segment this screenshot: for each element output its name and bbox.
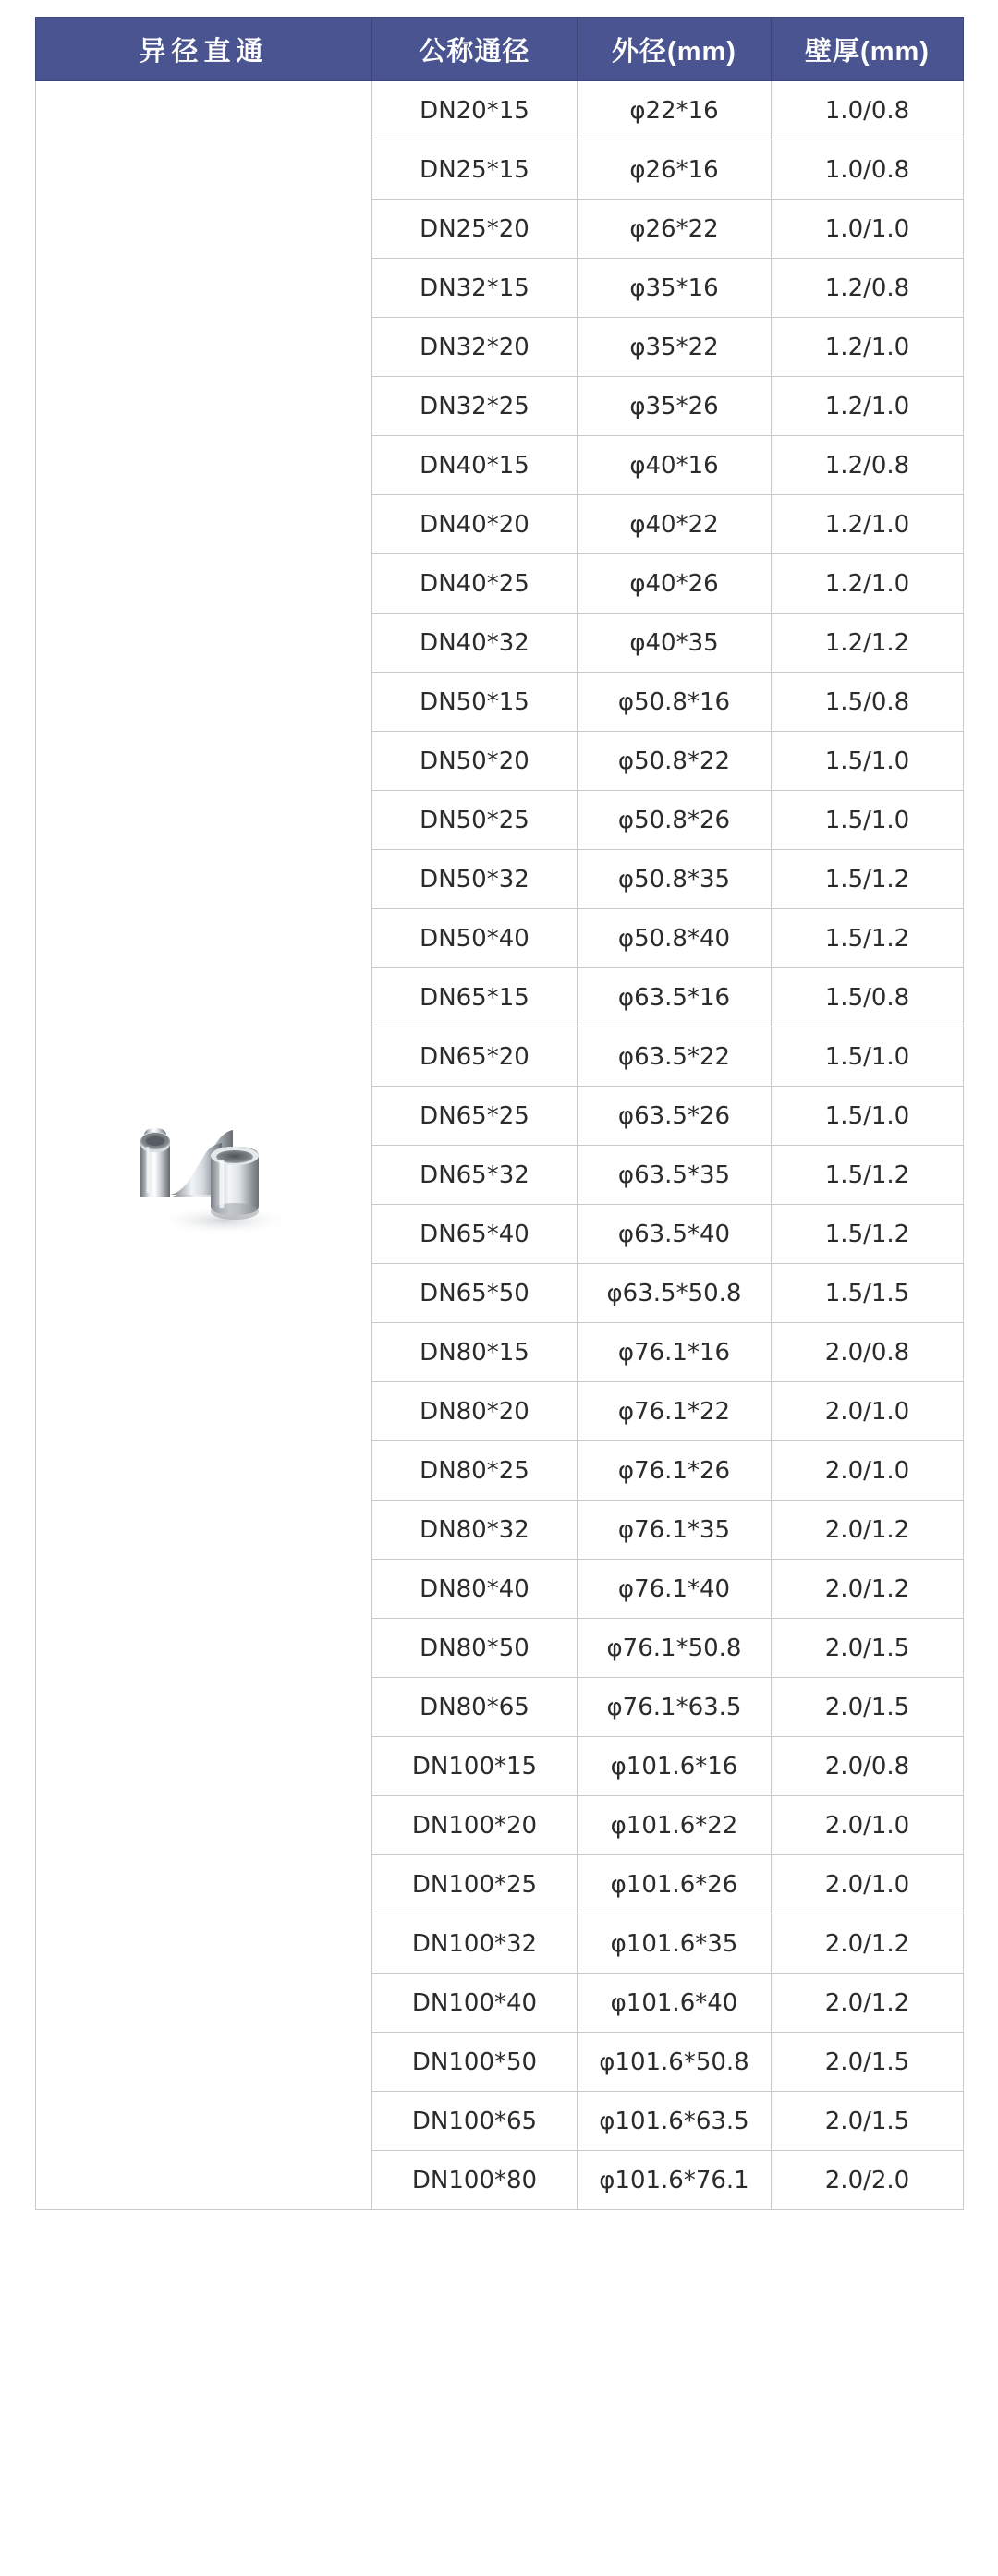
cell-nominal-diameter: DN100*50 bbox=[372, 2033, 578, 2092]
table-header bbox=[36, 18, 964, 81]
cell-outer-diameter: φ35*22 bbox=[578, 318, 772, 377]
table-row bbox=[36, 81, 964, 140]
cell-outer-diameter: φ22*16 bbox=[578, 81, 772, 140]
cell-nominal-diameter: DN50*15 bbox=[372, 673, 578, 732]
cell-wall-thickness: 1.5/1.2 bbox=[772, 850, 964, 909]
cell-nominal-diameter: DN40*32 bbox=[372, 614, 578, 673]
cell-nominal-diameter: DN80*50 bbox=[372, 1619, 578, 1678]
cell-nominal-diameter: DN25*15 bbox=[372, 140, 578, 200]
cell-nominal-diameter: DN80*40 bbox=[372, 1560, 578, 1619]
cell-wall-thickness: 2.0/1.0 bbox=[772, 1855, 964, 1914]
cell-wall-thickness: 1.5/1.0 bbox=[772, 1027, 964, 1087]
cell-nominal-diameter: DN65*32 bbox=[372, 1146, 578, 1205]
cell-outer-diameter: φ76.1*40 bbox=[578, 1560, 772, 1619]
cell-wall-thickness: 1.5/1.5 bbox=[772, 1264, 964, 1323]
cell-wall-thickness: 2.0/1.5 bbox=[772, 1619, 964, 1678]
column-header-nominal-diameter: 公称通径 bbox=[372, 18, 578, 81]
cell-outer-diameter: φ63.5*40 bbox=[578, 1205, 772, 1264]
cell-outer-diameter: φ76.1*35 bbox=[578, 1501, 772, 1560]
cell-nominal-diameter: DN80*15 bbox=[372, 1323, 578, 1382]
cell-outer-diameter: φ101.6*63.5 bbox=[578, 2092, 772, 2151]
cell-outer-diameter: φ50.8*22 bbox=[578, 732, 772, 791]
cell-outer-diameter: φ101.6*35 bbox=[578, 1914, 772, 1974]
cell-wall-thickness: 2.0/1.5 bbox=[772, 1678, 964, 1737]
cell-nominal-diameter: DN32*25 bbox=[372, 377, 578, 436]
cell-outer-diameter: φ76.1*50.8 bbox=[578, 1619, 772, 1678]
cell-outer-diameter: φ76.1*63.5 bbox=[578, 1678, 772, 1737]
column-header-wall-thickness: 壁厚(mm) bbox=[772, 18, 964, 81]
cell-nominal-diameter: DN32*15 bbox=[372, 259, 578, 318]
cell-outer-diameter: φ101.6*22 bbox=[578, 1796, 772, 1855]
column-header-product: 异径直通 bbox=[36, 18, 372, 81]
cell-nominal-diameter: DN32*20 bbox=[372, 318, 578, 377]
cell-wall-thickness: 1.2/1.0 bbox=[772, 495, 964, 554]
cell-nominal-diameter: DN100*32 bbox=[372, 1914, 578, 1974]
cell-wall-thickness: 1.5/0.8 bbox=[772, 673, 964, 732]
cell-outer-diameter: φ26*22 bbox=[578, 200, 772, 259]
cell-outer-diameter: φ76.1*26 bbox=[578, 1441, 772, 1501]
cell-wall-thickness: 2.0/0.8 bbox=[772, 1737, 964, 1796]
cell-wall-thickness: 1.2/1.0 bbox=[772, 377, 964, 436]
cell-wall-thickness: 2.0/1.5 bbox=[772, 2092, 964, 2151]
cell-outer-diameter: φ40*16 bbox=[578, 436, 772, 495]
cell-wall-thickness: 2.0/0.8 bbox=[772, 1323, 964, 1382]
cell-nominal-diameter: DN100*15 bbox=[372, 1737, 578, 1796]
cell-outer-diameter: φ76.1*22 bbox=[578, 1382, 772, 1441]
product-image-cell bbox=[36, 81, 372, 2210]
cell-outer-diameter: φ40*35 bbox=[578, 614, 772, 673]
cell-wall-thickness: 1.0/0.8 bbox=[772, 81, 964, 140]
cell-nominal-diameter: DN50*40 bbox=[372, 909, 578, 968]
cell-nominal-diameter: DN100*20 bbox=[372, 1796, 578, 1855]
cell-wall-thickness: 1.5/0.8 bbox=[772, 968, 964, 1027]
cell-nominal-diameter: DN65*20 bbox=[372, 1027, 578, 1087]
cell-wall-thickness: 2.0/1.0 bbox=[772, 1796, 964, 1855]
cell-outer-diameter: φ50.8*35 bbox=[578, 850, 772, 909]
cell-nominal-diameter: DN100*25 bbox=[372, 1855, 578, 1914]
cell-nominal-diameter: DN40*20 bbox=[372, 495, 578, 554]
cell-outer-diameter: φ35*26 bbox=[578, 377, 772, 436]
cell-wall-thickness: 2.0/1.0 bbox=[772, 1382, 964, 1441]
cell-wall-thickness: 1.2/0.8 bbox=[772, 436, 964, 495]
cell-wall-thickness: 1.0/0.8 bbox=[772, 140, 964, 200]
cell-wall-thickness: 2.0/2.0 bbox=[772, 2151, 964, 2210]
table-body bbox=[36, 81, 964, 2210]
cell-wall-thickness: 2.0/1.2 bbox=[772, 1974, 964, 2033]
specification-table bbox=[35, 17, 964, 2210]
cell-nominal-diameter: DN80*25 bbox=[372, 1441, 578, 1501]
cell-nominal-diameter: DN80*32 bbox=[372, 1501, 578, 1560]
cell-outer-diameter: φ101.6*40 bbox=[578, 1974, 772, 2033]
cell-wall-thickness: 1.2/1.2 bbox=[772, 614, 964, 673]
cell-nominal-diameter: DN80*65 bbox=[372, 1678, 578, 1737]
cell-outer-diameter: φ63.5*35 bbox=[578, 1146, 772, 1205]
cell-wall-thickness: 1.5/1.2 bbox=[772, 909, 964, 968]
reducer-fitting-photo bbox=[36, 81, 372, 2209]
cell-wall-thickness: 1.5/1.2 bbox=[772, 1205, 964, 1264]
cell-outer-diameter: φ63.5*22 bbox=[578, 1027, 772, 1087]
cell-nominal-diameter: DN80*20 bbox=[372, 1382, 578, 1441]
cell-outer-diameter: φ101.6*76.1 bbox=[578, 2151, 772, 2210]
cell-outer-diameter: φ50.8*40 bbox=[578, 909, 772, 968]
cell-wall-thickness: 2.0/1.0 bbox=[772, 1441, 964, 1501]
cell-wall-thickness: 1.5/1.2 bbox=[772, 1146, 964, 1205]
cell-outer-diameter: φ40*26 bbox=[578, 554, 772, 614]
cell-wall-thickness: 1.0/1.0 bbox=[772, 200, 964, 259]
cell-outer-diameter: φ101.6*26 bbox=[578, 1855, 772, 1914]
cell-nominal-diameter: DN100*65 bbox=[372, 2092, 578, 2151]
cell-outer-diameter: φ35*16 bbox=[578, 259, 772, 318]
cell-nominal-diameter: DN65*40 bbox=[372, 1205, 578, 1264]
cell-wall-thickness: 1.5/1.0 bbox=[772, 1087, 964, 1146]
cell-wall-thickness: 1.2/1.0 bbox=[772, 318, 964, 377]
cell-nominal-diameter: DN65*15 bbox=[372, 968, 578, 1027]
cell-outer-diameter: φ50.8*26 bbox=[578, 791, 772, 850]
cell-wall-thickness: 1.2/1.0 bbox=[772, 554, 964, 614]
cell-nominal-diameter: DN40*25 bbox=[372, 554, 578, 614]
column-header-outer-diameter: 外径(mm) bbox=[578, 18, 772, 81]
cell-outer-diameter: φ63.5*50.8 bbox=[578, 1264, 772, 1323]
cell-wall-thickness: 2.0/1.5 bbox=[772, 2033, 964, 2092]
cell-outer-diameter: φ26*16 bbox=[578, 140, 772, 200]
cell-wall-thickness: 2.0/1.2 bbox=[772, 1560, 964, 1619]
cell-outer-diameter: φ101.6*16 bbox=[578, 1737, 772, 1796]
cell-outer-diameter: φ50.8*16 bbox=[578, 673, 772, 732]
cell-outer-diameter: φ76.1*16 bbox=[578, 1323, 772, 1382]
cell-wall-thickness: 2.0/1.2 bbox=[772, 1501, 964, 1560]
cell-wall-thickness: 1.2/0.8 bbox=[772, 259, 964, 318]
cell-nominal-diameter: DN100*40 bbox=[372, 1974, 578, 2033]
cell-outer-diameter: φ63.5*16 bbox=[578, 968, 772, 1027]
cell-outer-diameter: φ40*22 bbox=[578, 495, 772, 554]
cell-nominal-diameter: DN50*20 bbox=[372, 732, 578, 791]
header-row bbox=[36, 18, 964, 81]
cell-nominal-diameter: DN50*25 bbox=[372, 791, 578, 850]
cell-wall-thickness: 1.5/1.0 bbox=[772, 791, 964, 850]
cell-nominal-diameter: DN65*50 bbox=[372, 1264, 578, 1323]
cell-nominal-diameter: DN65*25 bbox=[372, 1087, 578, 1146]
cell-nominal-diameter: DN40*15 bbox=[372, 436, 578, 495]
cell-nominal-diameter: DN50*32 bbox=[372, 850, 578, 909]
cell-outer-diameter: φ101.6*50.8 bbox=[578, 2033, 772, 2092]
cell-outer-diameter: φ63.5*26 bbox=[578, 1087, 772, 1146]
cell-nominal-diameter: DN100*80 bbox=[372, 2151, 578, 2210]
cell-wall-thickness: 2.0/1.2 bbox=[772, 1914, 964, 1974]
cell-nominal-diameter: DN25*20 bbox=[372, 200, 578, 259]
cell-wall-thickness: 1.5/1.0 bbox=[772, 732, 964, 791]
cell-nominal-diameter: DN20*15 bbox=[372, 81, 578, 140]
